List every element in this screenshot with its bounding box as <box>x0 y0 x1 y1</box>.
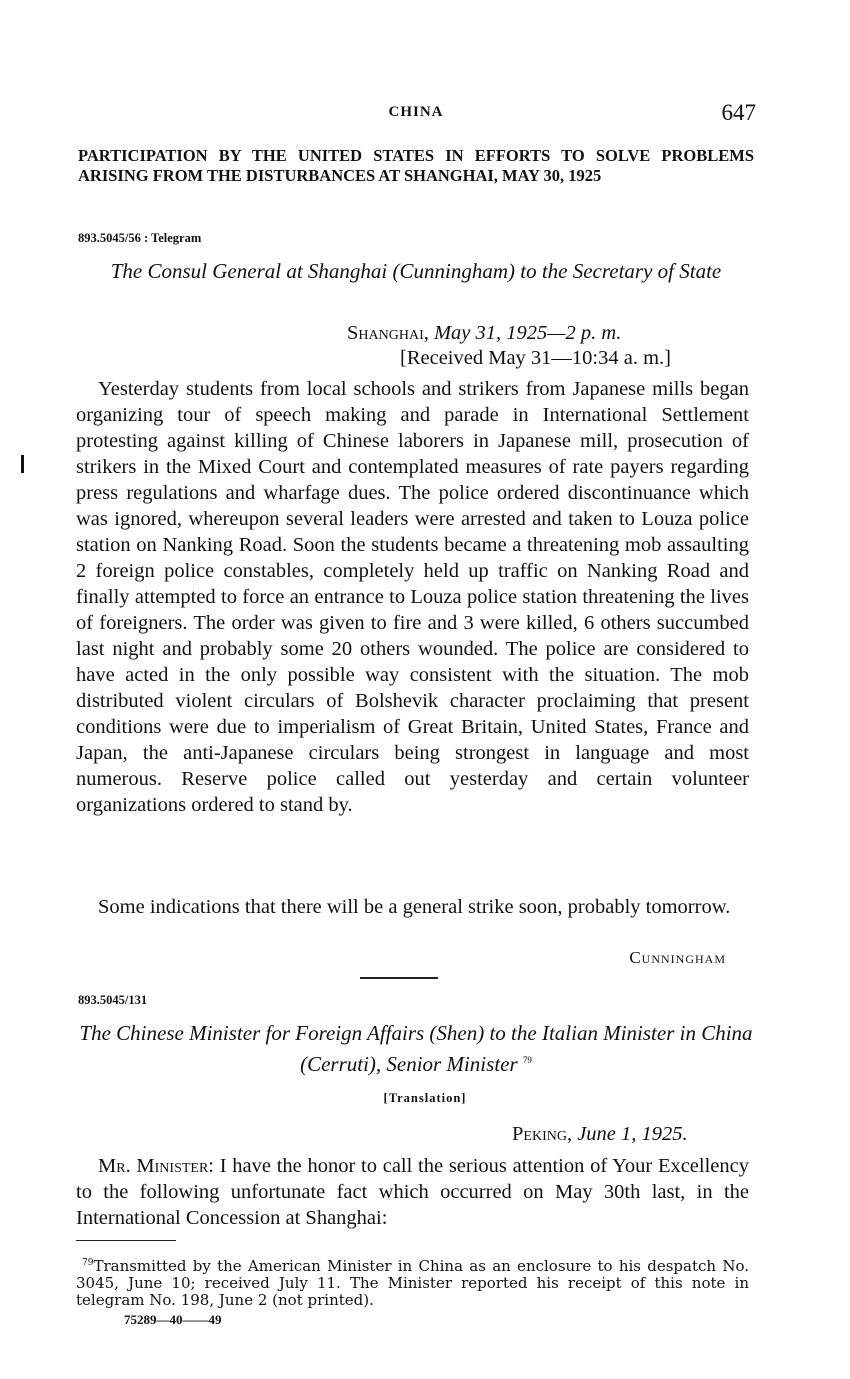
section-divider <box>360 977 438 979</box>
margin-mark <box>21 455 24 473</box>
doc1-file-reference: 893.5045/56 : Telegram <box>78 231 202 245</box>
running-title: CHINA <box>388 104 444 120</box>
footnote-rule <box>76 1240 176 1241</box>
page-number: 647 <box>721 100 756 125</box>
footnote-text: Transmitted by the American Minister in China as an enclosure to his despatch No. 3045, June 10; received July 11. The Minister reported his receipt of this note in telegram No. 198, June 2 (not printed). <box>76 1257 749 1309</box>
translation-label: [Translation] <box>383 1091 467 1105</box>
doc1-paragraph-2: Some indications that there will be a general strike soon, probably tomorrow. <box>98 896 731 918</box>
doc2-paragraph-text: I have the honor to call the serious attention of Your Excellency to the following unfortunate fact which occurred on May 30th last, in the International Concession at Shanghai: <box>76 1155 749 1229</box>
doc2-file-reference: 893.5045/131 <box>78 993 148 1007</box>
doc1-signature: Cunningham <box>629 948 726 967</box>
doc1-title: The Consul General at Shanghai (Cunningham) to the Secretary of State <box>110 259 722 283</box>
running-head <box>76 100 756 130</box>
footnote <box>76 1255 749 1309</box>
doc1-date: May 31, 1925—2 p. m. <box>433 322 622 344</box>
doc1-dateline <box>347 322 621 345</box>
section-heading: PARTICIPATION BY THE UNITED STATES IN EFFORTS TO SOLVE PROBLEMS ARISING FROM THE DISTURBANCES AT SHANGHAI, MAY 30, 1925 <box>78 146 754 185</box>
footnote-number: 79 <box>82 1258 94 1268</box>
print-code: 75289—40——49 <box>124 1312 222 1327</box>
doc2-paragraph-1 <box>76 1153 749 1231</box>
doc1-place: Shanghai, <box>347 322 429 344</box>
doc2-date: June 1, 1925. <box>577 1123 688 1145</box>
doc2-dateline <box>512 1123 688 1146</box>
doc2-place: Peking, <box>512 1123 573 1145</box>
doc2-title <box>78 1020 754 1078</box>
footnote-marker: 79 <box>522 1055 532 1065</box>
doc2-salutation: Mr. Minister: <box>98 1155 215 1177</box>
doc1-received: [Received May 31—10:34 a. m.] <box>400 347 671 369</box>
doc2-title-text: The Chinese Minister for Foreign Affairs (Shen) to the Italian Minister in China (Cerruti), Senior Minister <box>79 1021 753 1076</box>
doc1-paragraph-1: Yesterday students from local schools and strikers from Japanese mills began organizing tour of speech making and parade in International Settlement protesting against killing of Chinese laborers in Japanese mill, prosecution of strikers in the Mixed Court and contemplated measures of rate payers regarding press regulations and wharfage dues. The police ordered discontinuance which was ignored, whereupon several leaders were arrested and taken to Louza police station on Nanking Road. Soon the students became a threatening mob assaulting 2 foreign police constables, completely held up traffic on Nanking Road and finally attempted to force an entrance to Louza police station threatening the lives of foreigners. The order was given to fire and 3 were killed, 6 others succumbed last night and probably some 20 others wounded. The police are considered to have acted in the only possible way consistent with the situation. The mob distributed violent circulars of Bolshevik character proclaiming that present conditions were due to imperialism of Great Britain, United States, France and Japan, the anti-Japanese circulars being strongest in language and most numerous. Reserve police called out yesterday and certain volunteer organizations ordered to stand by. <box>76 378 749 816</box>
